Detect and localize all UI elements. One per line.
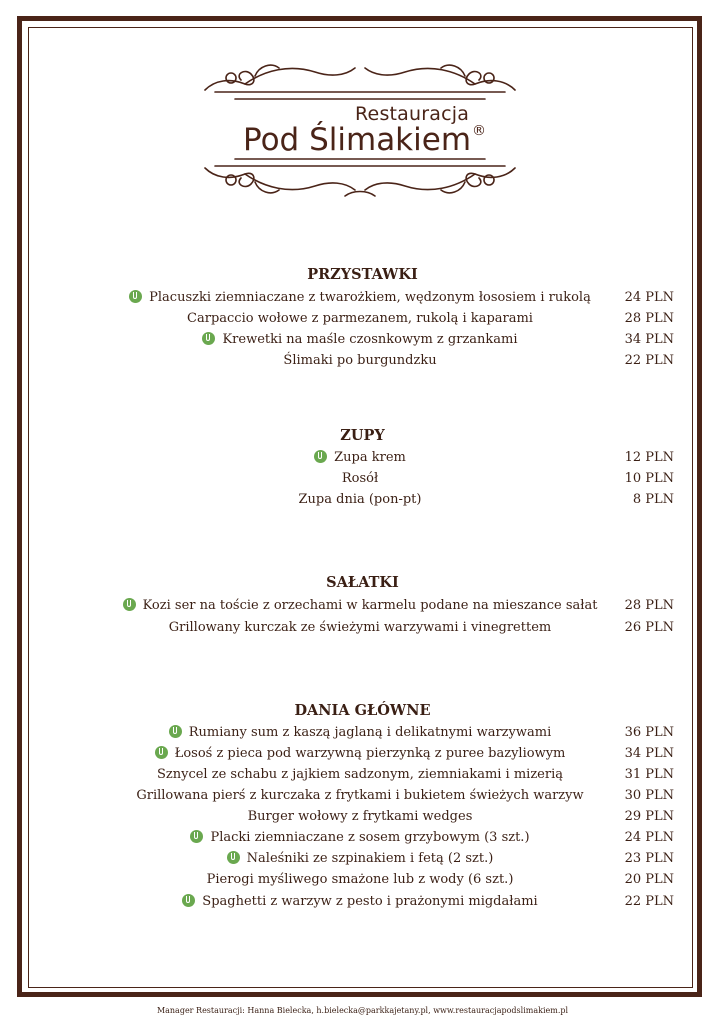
menu-item-name: Rumiany sum z kaszą jaglaną i delikatnymi warzywami: [188, 725, 552, 740]
leaf-icon: [190, 830, 203, 843]
menu-item-name: Kozi ser na toście z orzechami w karmelu podane na mieszance sałat: [142, 598, 598, 613]
menu-row: [0, 468, 725, 489]
menu-row: [0, 743, 725, 764]
menu-item-price: 28 PLN: [624, 598, 674, 613]
menu-item-price: 23 PLN: [624, 851, 674, 866]
menu-row: [0, 287, 725, 308]
menu-item-price: 22 PLN: [624, 894, 674, 909]
menu-item-price: 34 PLN: [624, 332, 674, 347]
menu-item-price: 26 PLN: [624, 620, 674, 635]
menu-item-price: 8 PLN: [632, 492, 674, 507]
menu-row: [0, 785, 725, 806]
menu-item-name: Ślimaki po burgundzku: [283, 353, 437, 368]
menu-item-price: 34 PLN: [624, 746, 674, 761]
menu-item: [110, 468, 610, 489]
menu-item-price: 28 PLN: [624, 311, 674, 326]
section-title-przystawki: PRZYSTAWKI: [307, 266, 418, 283]
leaf-icon: [129, 290, 142, 303]
menu-item: [110, 489, 610, 510]
menu-item-name: Carpaccio wołowe z parmezanem, rukolą i kaparami: [187, 311, 533, 326]
menu-item-name: Rosół: [341, 471, 379, 486]
menu-row: [0, 308, 725, 329]
menu-item-name: Naleśniki ze szpinakiem i fetą (2 szt.): [246, 851, 494, 866]
menu-item: [110, 308, 610, 329]
logo-name: [243, 122, 486, 158]
menu-item-name: Łosoś z pieca pod warzywną pierzynką z puree bazyliowym: [174, 746, 566, 761]
menu-item-name: Zupa dnia (pon-pt): [298, 492, 422, 507]
menu-row: [0, 806, 725, 827]
menu-item: [110, 350, 610, 371]
section-title-zupy: ZUPY: [340, 427, 385, 444]
leaf-icon: [314, 450, 327, 463]
menu-item: [110, 287, 610, 308]
logo-subtitle: Restauracja: [355, 103, 470, 125]
menu-row: [0, 489, 725, 510]
menu-item-name: Placki ziemniaczane z sosem grzybowym (3 szt.): [210, 830, 530, 845]
menu-item: [110, 447, 610, 468]
section-title-dania-glowne: DANIA GŁÓWNE: [294, 702, 431, 719]
leaf-icon: [202, 332, 215, 345]
menu-row: [0, 891, 725, 912]
leaf-icon: [155, 746, 168, 759]
menu-item-name: Grillowana pierś z kurczaka z frytkami i bukietem świeżych warzyw: [136, 788, 584, 803]
leaf-icon: [169, 725, 182, 738]
leaf-icon: [227, 851, 240, 864]
menu-item-price: 24 PLN: [624, 830, 674, 845]
menu-item: [110, 764, 610, 785]
menu-row: [0, 722, 725, 743]
menu-row: [0, 617, 725, 638]
menu-item-price: 29 PLN: [624, 809, 674, 824]
menu-item: [110, 827, 610, 848]
menu-item: [110, 743, 610, 764]
menu-item-price: 30 PLN: [624, 788, 674, 803]
registered-mark: ®: [472, 123, 487, 139]
menu-item-name: Spaghetti z warzyw z pesto i prażonymi migdałami: [202, 894, 538, 909]
menu-item: [110, 329, 610, 350]
menu-item-name: Burger wołowy z frytkami wedges: [247, 809, 473, 824]
menu-item: [110, 806, 610, 827]
menu-item-name: Krewetki na maśle czosnkowym z grzankami: [222, 332, 518, 347]
menu-item-price: 10 PLN: [624, 471, 674, 486]
logo-name-text: Pod Ślimakiem: [243, 122, 472, 158]
menu-item-price: 20 PLN: [624, 872, 674, 887]
menu-item-name: Sznycel ze schabu z jajkiem sadzonym, ziemniakami i mizerią: [156, 767, 563, 782]
menu-item-price: 36 PLN: [624, 725, 674, 740]
menu-row: [0, 329, 725, 350]
menu-item: [110, 869, 610, 890]
menu-item: [110, 617, 610, 638]
footer-contact: Manager Restauracji: Hanna Bielecka, h.bielecka@parkkajetany.pl, www.restauracjapodslimakiem.pl: [156, 1006, 569, 1015]
menu-item-name: Zupa krem: [334, 450, 406, 465]
menu-row: [0, 848, 725, 869]
leaf-icon: [182, 894, 195, 907]
menu-item-price: 12 PLN: [624, 450, 674, 465]
menu-row: [0, 869, 725, 890]
menu-row: [0, 827, 725, 848]
menu-item-name: Pierogi myśliwego smażone lub z wody (6 szt.): [206, 872, 514, 887]
menu-item: [110, 891, 610, 912]
menu-row: [0, 595, 725, 616]
menu-row: [0, 764, 725, 785]
menu-item-name: Placuszki ziemniaczane z twarożkiem, wędzonym łososiem i rukolą: [149, 290, 591, 305]
menu-item: [110, 722, 610, 743]
menu-item-price: 31 PLN: [624, 767, 674, 782]
menu-item: [110, 785, 610, 806]
menu-item-name: Grillowany kurczak ze świeżymi warzywami i vinegrettem: [168, 620, 552, 635]
menu-item-price: 22 PLN: [624, 353, 674, 368]
menu-item-price: 24 PLN: [624, 290, 674, 305]
menu-item: [110, 595, 610, 616]
menu-row: [0, 350, 725, 371]
menu-item: [110, 848, 610, 869]
menu-row: [0, 447, 725, 468]
leaf-icon: [123, 598, 136, 611]
section-title-salatki: SAŁATKI: [326, 574, 399, 591]
